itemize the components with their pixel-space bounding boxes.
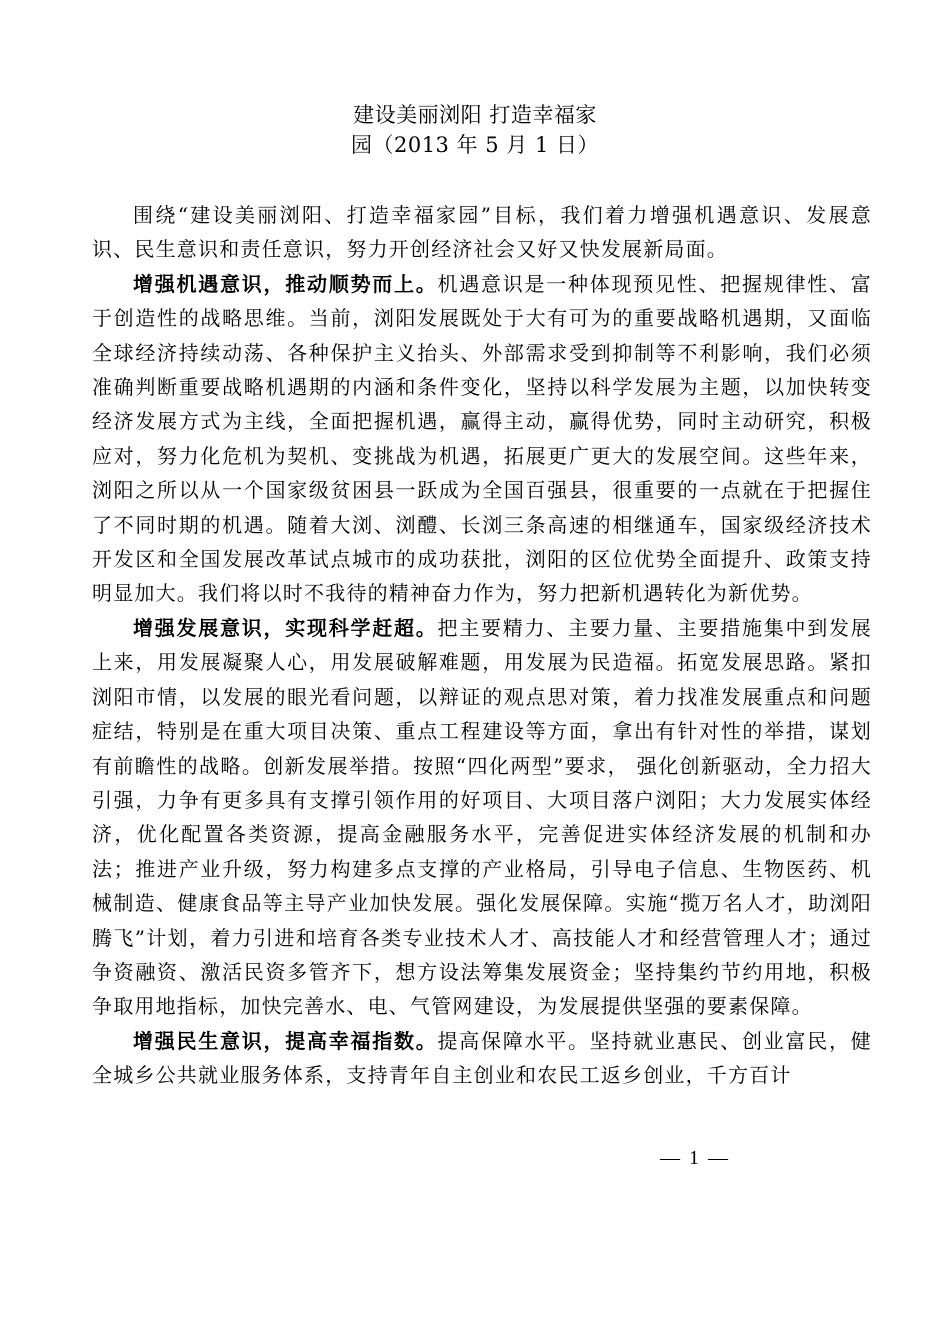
paragraph-text: 围绕“建设美丽浏阳、打造幸福家园”目标，我们着力增强机遇意识、发展意识、民生意识和责任意识，努力开创经济社会又好又快发展新局面。 bbox=[92, 203, 872, 262]
document-title-line-2: 园（2013 年 5 月 1 日） bbox=[350, 133, 600, 157]
paragraph-heading: 增强机遇意识，推动顺势而上。 bbox=[133, 271, 438, 296]
paragraph-development bbox=[92, 611, 872, 1024]
document-body bbox=[92, 198, 872, 1093]
paragraph-text: 机遇意识是一种体现预见性、把握规律性、富于创造性的战略思维。当前，浏阳发展既处于大有可为的重要战略机遇期，又面临全球经济持续动荡、各种保护主义抬头、外部需求受到抑制等不利影响，我们必须准确判断重要战略机遇期的内涵和条件变化，坚持以科学发展为主题，以加快转变经济发展方式为主线，全面把握机遇，赢得主动，赢得优势，同时主动研究，积极应对，努力化危机为契机、变挑战为机遇，拓展更广更大的发展空间。这些年来，浏阳之所以从一个国家级贫困县一跃成为全国百强县，很重要的一点就在于把握住了不同时期的机遇。随着大浏、浏醴、长浏三条高速的相继通车，国家级经济技术开发区和全国发展改革试点城市的成功获批，浏阳的区位优势全面提升、政策支持明显加大。我们将以时不我待的精神奋力作为，努力把新机遇转化为新优势。 bbox=[92, 271, 872, 606]
paragraph-intro bbox=[92, 198, 872, 267]
paragraph-heading: 增强发展意识，实现科学赶超。 bbox=[133, 615, 438, 640]
paragraph-heading: 增强民生意识，提高幸福指数。 bbox=[133, 1028, 438, 1053]
paragraph-text: 把主要精力、主要力量、主要措施集中到发展上来，用发展凝聚人心，用发展破解难题，用发展为民造福。拓宽发展思路。紧扣浏阳市情，以发展的眼光看问题，以辩证的观点思对策，着力找准发展重点和问题症结，特别是在重大项目决策、重点工程建设等方面，拿出有针对性的举措，谋划有前瞻性的战略。创新发展举措。按照“四化两型”要求， 强化创新驱动，全力招大引强，力争有更多具有支撑引领作用的好项目、大项目落户浏阳；大力发展实体经济，优化配置各类资源，提高金融服务水平，完善促进实体经济发展的机制和办法；推进产业升级，努力构建多点支撑的产业格局，引导电子信息、生物医药、机械制造、健康食品等主导产业加快发展。强化发展保障。实施“揽万名人才，助浏阳腾飞”计划，着力引进和培育各类专业技术人才、高技能人才和经营管理人才；通过争资融资、激活民资多管齐下，想方设法筹集发展资金；坚持集约节约用地，积极争取用地指标，加快完善水、电、气管网建设，为发展提供坚强的要素保障。 bbox=[92, 615, 872, 1019]
document-title-line-1: 建设美丽浏阳 打造幸福家 bbox=[353, 103, 597, 127]
paragraph-livelihood bbox=[92, 1024, 872, 1093]
page-number: — 1 — bbox=[660, 1147, 730, 1169]
paragraph-text: 提高保障水平。坚持就业惠民、创业富民，健全城乡公共就业服务体系，支持青年自主创业和农民工返乡创业，千方百计 bbox=[92, 1028, 872, 1088]
paragraph-opportunity bbox=[92, 267, 872, 611]
